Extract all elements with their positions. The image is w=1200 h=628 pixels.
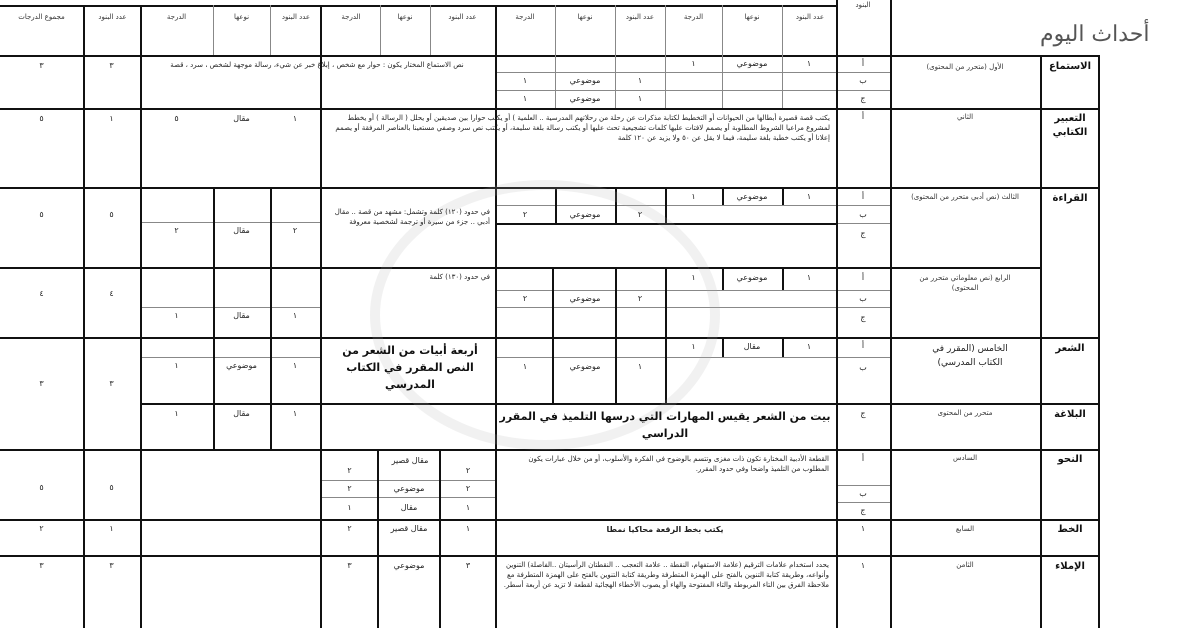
cell-type: موضوعي xyxy=(569,294,601,303)
question-listening: الأول (متحرر من المحتوى) xyxy=(926,63,1004,71)
header-mark: الدرجة xyxy=(341,13,361,21)
cell-count: ٢ xyxy=(637,294,643,303)
question-reading2: الرابع (نص معلوماتي متحرر من المحتوى) xyxy=(919,274,1011,292)
cell-mark: ٢ xyxy=(174,226,179,235)
header-bottom-line xyxy=(0,55,1100,57)
cell-mark: ١ xyxy=(347,503,352,512)
question-dictation: الثامن xyxy=(956,561,974,569)
cell-type: موضوعي xyxy=(736,192,768,201)
letter-a: أ xyxy=(861,341,865,350)
header-items-count: عدد البنود xyxy=(98,13,127,21)
sub-line xyxy=(836,72,890,73)
branch-dictation: الإملاء xyxy=(1055,561,1085,572)
cell-count: ١ xyxy=(292,361,298,370)
cell-count: ١ xyxy=(637,94,643,103)
sub-line xyxy=(322,480,495,481)
col-line xyxy=(890,0,892,628)
cell-mark: ٢ xyxy=(522,210,528,219)
header-mark: الدرجة xyxy=(515,13,535,21)
branch-writing: التعبير الكتابي xyxy=(1052,113,1088,138)
letter-a: ١ xyxy=(860,561,866,570)
cell-type: مقال xyxy=(233,114,250,123)
cell-mark: ١ xyxy=(174,409,179,418)
question-grammar: السادس xyxy=(952,454,978,462)
sub-line xyxy=(836,223,890,224)
header-type: نوعها xyxy=(397,13,413,21)
cell-type: موضوعي xyxy=(736,273,768,282)
description-poetry: أربعة أبيات من الشعر من النص المقرر في الكتاب المدرسي xyxy=(342,344,478,391)
description-listening: نص الاستماع المختار يكون : حوار مع شخص ، إبلاغ خبر عن شيء، رسالة موجهة لشخص ، سرد ، قصة xyxy=(170,61,464,69)
cell-mark: ٢ xyxy=(347,484,352,493)
letter-c: ج xyxy=(860,313,866,322)
cell-mark: ٢ xyxy=(347,466,352,475)
letter-a: أ xyxy=(861,454,865,463)
cell-count: ١ xyxy=(806,342,812,351)
col-line xyxy=(782,5,783,108)
description-handwriting: يكتب بخط الرقعة محاكيا نمطا xyxy=(606,525,724,534)
col-line xyxy=(270,5,271,55)
cell-count: ٢ xyxy=(465,466,471,475)
description-writing: يكتب قصة قصيرة أبطالها من الحيوانات أو التخطيط لكتابة مذكرات عن رحلة من رحلاتهم المدرسية .. العلمية ) أو يكتب حوارا بين صديقين أو يحلل ( الرسالة ) أو يخطط لمشروع مراعيا الشروط المطلوبة أو يصمم لافتات عليها كلمات تشجيعية تحث عليها أو يكتب رسالة بلغة سليمة، أو يكتب نص سرد وصفي مستعينا بالعناصر المرفقة أو يصمم إعلانا أو يكتب خطبة بلغة سليمة، فيما لا يقل عن ٥٠ ولا يزيد عن ١٢٠ كلمة xyxy=(335,114,830,142)
header-items-count-top: البنود xyxy=(855,1,871,9)
items-grammar: ٥ xyxy=(109,483,114,492)
sub-line xyxy=(140,307,320,308)
cell-mark: ١ xyxy=(691,342,696,351)
letter-a: أ xyxy=(861,273,865,282)
row-line-handwriting xyxy=(0,555,1100,557)
description-rhetoric: بيت من الشعر يقيس المهارات التي درسها التلميذ في المقرر الدراسي xyxy=(499,410,831,440)
description-reading1: في حدود (١٢٠) كلمة وتشمل: مشهد من قصة .. مقال أدبي .. جزء من سيرة أو ترجمة لشخصية معروفة xyxy=(334,208,490,226)
items-writing: ١ xyxy=(109,114,114,123)
letter-b: ب xyxy=(859,76,867,85)
cell-count: ١ xyxy=(465,503,471,512)
brand-watermark: أحداث اليوم xyxy=(1040,22,1150,47)
cell-type: مقال xyxy=(400,503,418,512)
description-grammar: القطعة الأدبية المختارة تكون ذات مغزى وتتسم بالوضوح في الفكرة والأسلوب، أو من خلال عبارات يكون المطلوب من التلميذ واضحا وفي حدود المقرر. xyxy=(528,455,829,473)
cell-count: ١ xyxy=(465,524,471,533)
cell-count: ١ xyxy=(806,273,812,282)
letter-b: ب xyxy=(859,210,867,219)
cell-mark: ١ xyxy=(522,362,528,371)
header-mark: الدرجة xyxy=(166,13,187,21)
letter-a: ١ xyxy=(860,524,866,533)
header-items-count: عدد البنود xyxy=(448,13,477,21)
cell-mark: ١ xyxy=(174,361,179,370)
header-mark: الدرجة xyxy=(683,13,704,21)
question-reading1: الثالث (نص أدبي متحرر من المحتوى) xyxy=(911,193,1019,201)
total-poetry: ٣ xyxy=(39,379,44,388)
total-grammar: ٥ xyxy=(39,483,44,492)
cell-count: ٢ xyxy=(292,226,298,235)
cell-mark: ١ xyxy=(174,311,179,320)
letter-b: ب xyxy=(859,363,867,372)
total-reading1: ٥ xyxy=(39,210,44,219)
cell-type: مقال xyxy=(233,226,250,235)
header-type: نوعها xyxy=(577,13,593,21)
cell-type: موضوعي xyxy=(393,561,425,570)
cell-type: مقال xyxy=(233,409,250,418)
description-dictation: يحدد استخدام علامات الترقيم (علامة الاستفهام، النقطة .. علامة التعجب .. النقطتان الرأسيتان ..الفاصلة) التنوين وأنواعه، وطريقة كتابة التنوين بالفتح على الهمزة المتطرفة وطريقة كتابة التنوين بالفتح على الهمزة المتطرفة مع ملاحظة الفرق بين التاء المربوطة والتاء المفتوحة والهاء أو يصوب الأخطاء الهجائية لقطعة لا تزيد عن أربعة أسطر. xyxy=(503,561,829,589)
branch-handwriting: الخط xyxy=(1057,524,1083,535)
cell-type: موضوعي xyxy=(736,59,768,68)
cell-mark: ٥ xyxy=(174,114,179,123)
cell-mark: ١ xyxy=(522,94,528,103)
items-reading2: ٤ xyxy=(109,289,114,298)
header-items-count: عدد البنود xyxy=(625,13,655,21)
branch-listening: الاستماع xyxy=(1048,61,1092,72)
col-line xyxy=(320,5,322,628)
col-line xyxy=(83,5,85,628)
sub-line xyxy=(836,90,890,91)
cell-type: مقال قصير xyxy=(391,456,429,465)
total-reading2: ٤ xyxy=(39,289,44,298)
sub-line xyxy=(836,485,890,486)
cell-count: ١ xyxy=(806,192,812,201)
cell-mark: ٢ xyxy=(522,294,528,303)
cell-count: ١ xyxy=(292,311,298,320)
items-reading1: ٥ xyxy=(109,210,114,219)
total-writing: ٥ xyxy=(39,114,44,123)
sub-line xyxy=(322,497,495,498)
description-reading2: في حدود (١٣٠) كلمة xyxy=(429,273,490,281)
row-line-grammar xyxy=(0,519,1100,521)
sub-line xyxy=(140,222,320,223)
cell-type: موضوعي xyxy=(569,76,601,85)
cell-mark: ١ xyxy=(522,76,528,85)
sub-line xyxy=(836,502,890,503)
total-listening: ٣ xyxy=(39,61,44,70)
items-listening: ٣ xyxy=(109,61,114,70)
question-rhetoric: متحرر من المحتوى xyxy=(937,409,993,417)
items-handwriting: ١ xyxy=(109,524,114,533)
cell-type: موضوعي xyxy=(393,484,425,493)
total-handwriting: ٢ xyxy=(39,524,44,533)
cell-count: ١ xyxy=(292,409,298,418)
cell-count: ٢ xyxy=(465,484,471,493)
letter-c: ج xyxy=(860,94,866,103)
header-items-count: عدد البنود xyxy=(795,13,825,21)
cell-count: ١ xyxy=(292,114,298,123)
letter-b: ب xyxy=(859,489,867,498)
cell-mark: ٢ xyxy=(347,524,352,533)
cell-count: ٣ xyxy=(465,561,471,570)
header-items-count: عدد البنود xyxy=(281,13,311,21)
cell-type: مقال قصير xyxy=(390,524,428,533)
letter-a: أ xyxy=(861,59,865,68)
branch-rhetoric: البلاغة xyxy=(1054,409,1086,420)
cell-count: ٢ xyxy=(637,210,643,219)
cell-mark: ١ xyxy=(691,192,696,201)
branch-poetry: الشعر xyxy=(1055,343,1085,354)
letter-a: أ xyxy=(861,112,865,121)
total-dictation: ٣ xyxy=(39,561,44,570)
letter-c: ج xyxy=(860,409,866,418)
col-line xyxy=(430,5,431,55)
header-type: نوعها xyxy=(744,13,760,21)
cell-type: موضوعي xyxy=(569,210,601,219)
sub-line xyxy=(140,357,320,358)
cell-type: مقال xyxy=(743,342,761,351)
col-line xyxy=(1098,55,1100,628)
letter-b: ب xyxy=(859,294,867,303)
cell-count: ١ xyxy=(637,76,643,85)
letter-c: ج xyxy=(860,229,866,238)
branch-grammar: النحو xyxy=(1057,454,1083,465)
letter-a: أ xyxy=(861,192,865,201)
cell-mark: ١ xyxy=(691,59,696,68)
question-poetry: الخامس (المقرر في الكتاب المدرسي) xyxy=(932,344,1008,368)
items-poetry: ٣ xyxy=(109,379,114,388)
row-line-listening xyxy=(0,108,1100,110)
table-top-line xyxy=(0,5,836,7)
items-dictation: ٣ xyxy=(109,561,114,570)
question-handwriting: السابع xyxy=(955,525,975,533)
branch-reading: القراءة xyxy=(1052,193,1088,204)
cell-count: ١ xyxy=(806,59,812,68)
header-total-marks: مجموع الدرجات xyxy=(18,13,65,21)
question-writing: الثاني xyxy=(956,113,974,121)
col-line xyxy=(377,449,379,628)
cell-type: موضوعي xyxy=(569,94,601,103)
cell-type: مقال xyxy=(233,311,250,320)
letter-c: ج xyxy=(860,506,866,515)
cell-mark: ١ xyxy=(691,273,696,282)
cell-mark: ٣ xyxy=(347,561,352,570)
cell-count: ١ xyxy=(637,362,643,371)
cell-type: موضوعي xyxy=(569,362,601,371)
cell-type: موضوعي xyxy=(226,361,257,370)
header-type: نوعها xyxy=(233,13,250,21)
